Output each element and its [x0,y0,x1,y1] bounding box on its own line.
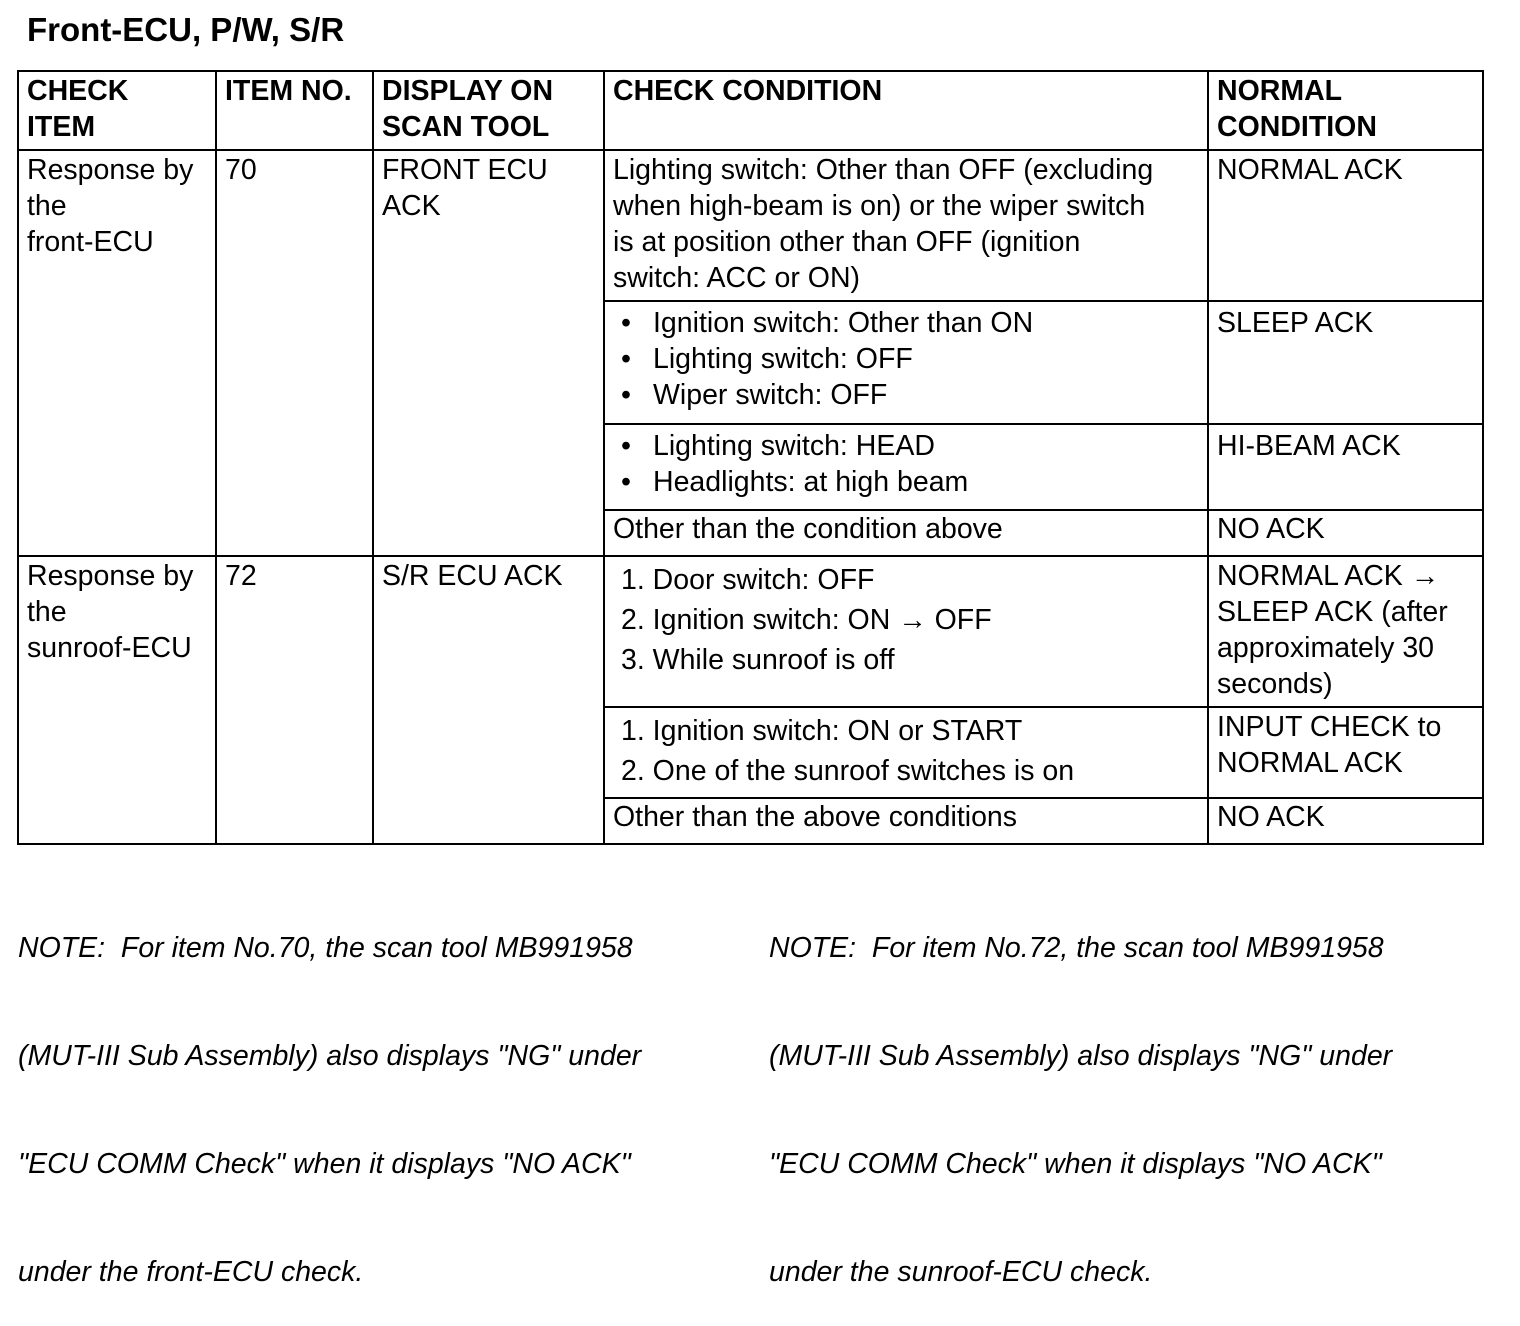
bullet-list [613,305,1201,413]
condition-cell [604,150,1208,301]
cell-line: SLEEP ACK [1217,307,1374,339]
list-item: • Lighting switch: OFF [613,341,1201,377]
list-item: 2. Ignition switch: ON → OFF [621,604,992,636]
cell-line: Response by [27,560,194,592]
note-line: "ECU COMM Check" when it displays "NO ACK" [769,1148,1382,1180]
cell-line: Response by [27,154,194,186]
cell-line: S/R ECU ACK [382,560,563,592]
display-cell [373,556,604,844]
header-check-condition [604,71,1208,150]
normal-cell [1208,510,1483,556]
list-item: • Lighting switch: HEAD [613,428,1201,464]
bullet-list [613,428,1201,500]
numbered-list [613,711,1201,791]
list-item: • Headlights: at high beam [613,464,1201,500]
cell-line: ACK [382,190,441,222]
header-line: ITEM NO. [225,75,352,107]
condition-cell [604,556,1208,707]
cell-line: 70 [225,154,257,186]
header-line: CONDITION [1217,111,1377,143]
cell-line: HI-BEAM ACK [1217,430,1401,462]
note-line: under the front-ECU check. [18,1256,364,1288]
note-line: NOTE: For item No.72, the scan tool MB991958 [769,932,1384,964]
cell-line: the [27,596,67,628]
cell-line: seconds) [1217,668,1333,700]
header-normal-condition [1208,71,1483,150]
header-line: NORMAL [1217,75,1343,107]
header-line: CHECK [27,75,129,107]
check-item-cell [18,556,216,844]
cell-line: when high-beam is on) or the wiper switch [613,190,1146,222]
cell-line: is at position other than OFF (ignition [613,226,1081,258]
item-no-cell [216,556,373,844]
normal-cell [1208,798,1483,844]
list-item: • Ignition switch: Other than ON [613,305,1201,341]
table-row [18,150,1483,301]
cell-line: NORMAL ACK [1217,154,1403,186]
normal-cell [1208,301,1483,424]
header-item-no [216,71,373,150]
list-item: 3. While sunroof is off [621,644,895,676]
check-table [17,70,1484,845]
header-check-item [18,71,216,150]
header-line: SCAN TOOL [382,111,550,143]
item-no-cell [216,150,373,556]
note-line: (MUT-III Sub Assembly) also displays "NG" under [769,1040,1393,1072]
cell-line: sunroof-ECU [27,632,192,664]
condition-cell [604,424,1208,510]
table-header-row [18,71,1483,150]
cell-line: NORMAL ACK [1217,747,1403,779]
condition-cell [604,510,1208,556]
numbered-list [613,560,1201,680]
cell-line: Other than the condition above [613,513,1003,545]
cell-line: Other than the above conditions [613,801,1018,833]
normal-cell [1208,424,1483,510]
condition-cell [604,707,1208,798]
condition-cell [604,301,1208,424]
header-line: CHECK CONDITION [613,75,883,107]
header-display [373,71,604,150]
cell-line: INPUT CHECK to [1217,711,1442,743]
note-line: under the sunroof-ECU check. [769,1256,1153,1288]
cell-line: the [27,190,67,222]
cell-line: NO ACK [1217,513,1325,545]
cell-line: SLEEP ACK (after [1217,596,1448,628]
note-line: NOTE: For item No.70, the scan tool MB991958 [18,932,633,964]
table-row [18,556,1483,707]
note-line: (MUT-III Sub Assembly) also displays "NG" under [18,1040,642,1072]
condition-cell [604,798,1208,844]
cell-line: Lighting switch: Other than OFF (excluding [613,154,1154,186]
normal-cell [1208,150,1483,301]
cell-line: NO ACK [1217,801,1325,833]
list-item: 1. Ignition switch: ON or START [621,715,1023,747]
header-line: ITEM [27,111,96,143]
list-item: 1. Door switch: OFF [621,564,875,596]
list-item: • Wiper switch: OFF [613,377,1201,413]
normal-cell [1208,556,1483,707]
page-title: Front-ECU, P/W, S/R [27,11,345,48]
note-front-ecu [18,858,641,1326]
check-item-cell [18,150,216,556]
cell-line: NORMAL ACK → [1217,560,1440,592]
header-line: DISPLAY ON [382,75,554,107]
cell-line: switch: ACC or ON) [613,262,861,294]
cell-line: 72 [225,560,257,592]
cell-line: front-ECU [27,226,154,258]
cell-line: FRONT ECU [382,154,548,186]
list-item: 2. One of the sunroof switches is on [621,755,1075,787]
cell-line: approximately 30 [1217,632,1435,664]
note-line: "ECU COMM Check" when it displays "NO ACK" [18,1148,631,1180]
normal-cell [1208,707,1483,798]
display-cell [373,150,604,556]
note-sunroof-ecu [769,858,1392,1326]
